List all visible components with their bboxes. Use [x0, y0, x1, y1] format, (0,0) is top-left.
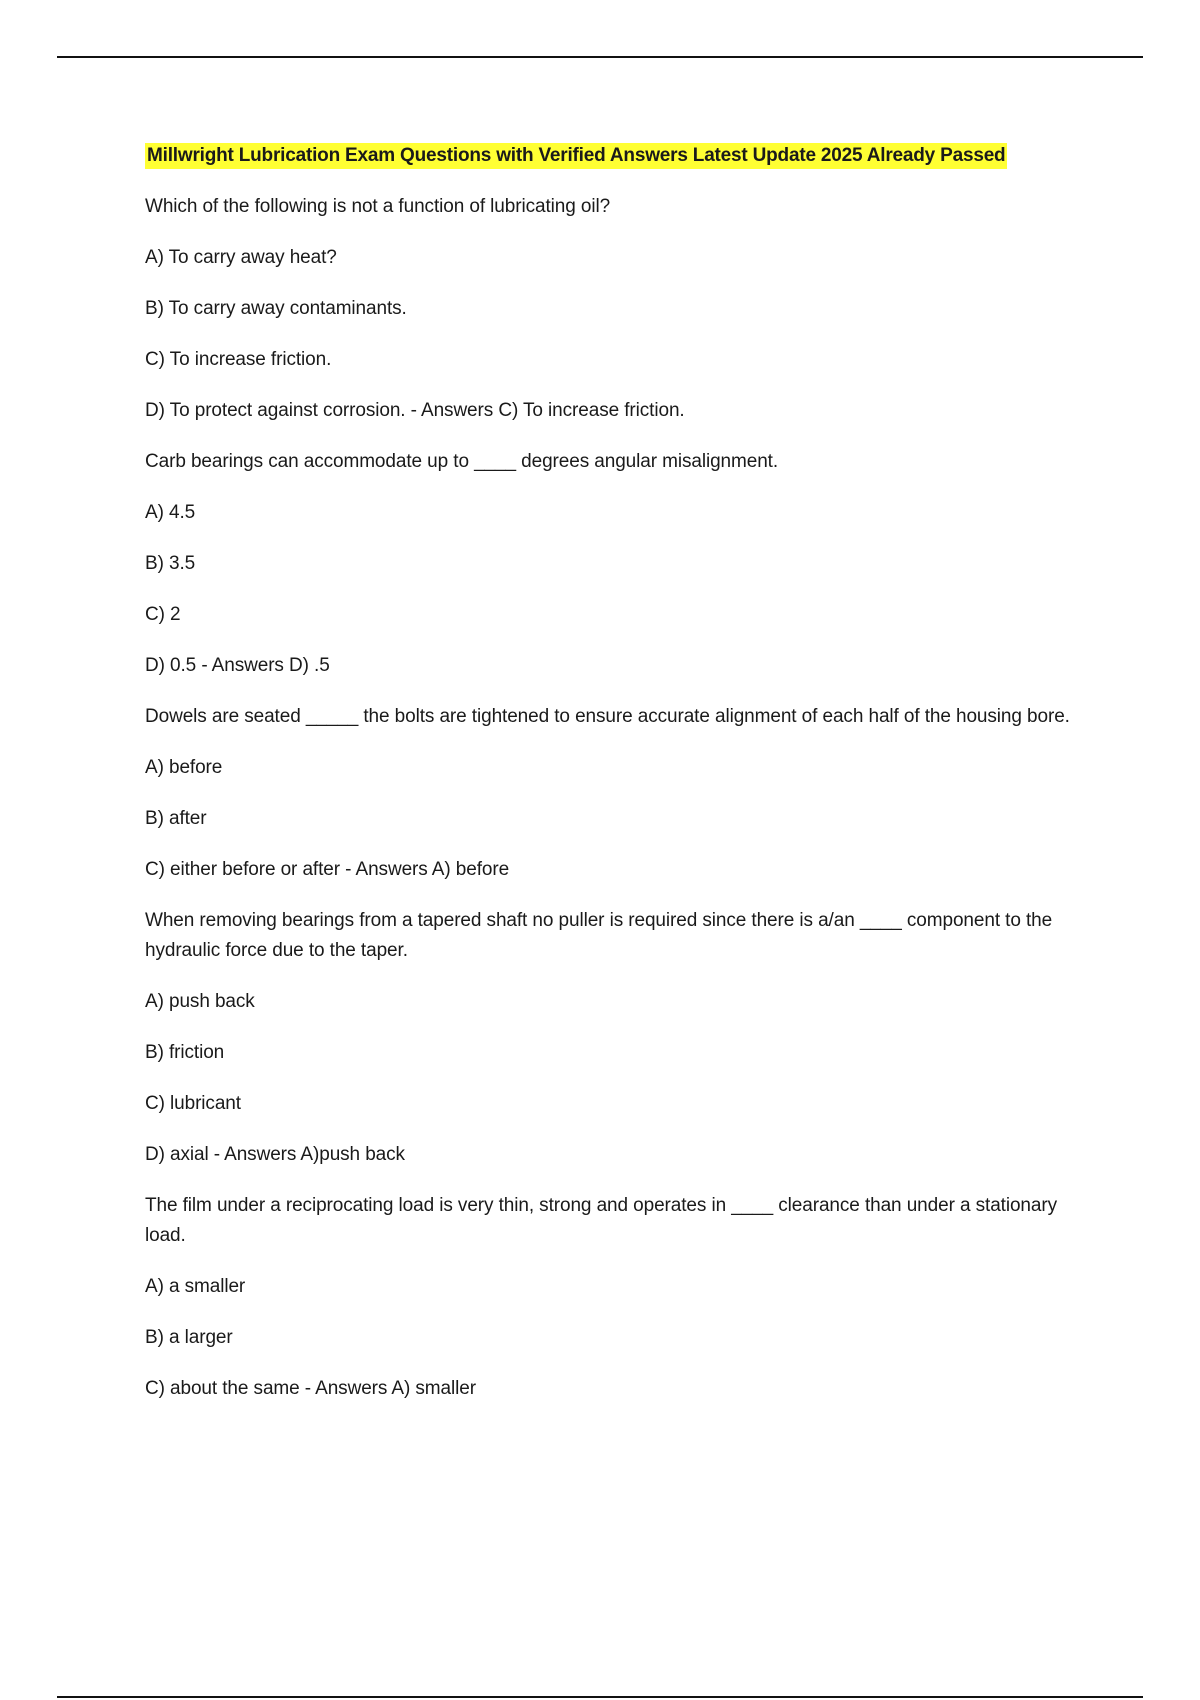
question-2-option-d-answer: D) 0.5 - Answers D) .5: [145, 655, 330, 676]
question-5-option-a: A) a smaller: [145, 1276, 246, 1297]
bottom-divider: [57, 1696, 1143, 1698]
document-title: Millwright Lubrication Exam Questions with Verified Answers Latest Update 2025 Already Passed: [145, 143, 1007, 169]
question-2-option-b: B) 3.5: [145, 553, 196, 574]
question-1-option-a: A) To carry away heat?: [145, 247, 337, 268]
question-2-stem: Carb bearings can accommodate up to ____ degrees angular misalignment.: [145, 451, 779, 472]
question-5-stem: The film under a reciprocating load is very thin, strong and operates in ____ clearance than under a stationary load.: [145, 1195, 1057, 1246]
question-4-stem: When removing bearings from a tapered shaft no puller is required since there is a/an ____ component to the hydraulic force due to the taper.: [145, 910, 1053, 961]
question-5-option-c-answer: C) about the same - Answers A) smaller: [145, 1378, 476, 1399]
question-3-option-b: B) after: [145, 808, 207, 829]
question-1-option-b: B) To carry away contaminants.: [145, 298, 407, 319]
question-4-option-d-answer: D) axial - Answers A)push back: [145, 1144, 405, 1165]
top-divider: [57, 56, 1143, 58]
question-4-option-b: B) friction: [145, 1042, 225, 1063]
question-3-stem: Dowels are seated _____ the bolts are tightened to ensure accurate alignment of each half of the housing bore.: [145, 706, 1070, 727]
question-4-option-a: A) push back: [145, 991, 255, 1012]
question-1-option-d-answer: D) To protect against corrosion. - Answers C) To increase friction.: [145, 400, 685, 421]
question-1-option-c: C) To increase friction.: [145, 349, 332, 370]
question-1-stem: Which of the following is not a function of lubricating oil?: [145, 196, 611, 217]
document-page: [145, 143, 1085, 1425]
question-3-option-c-answer: C) either before or after - Answers A) before: [145, 859, 510, 880]
question-2-option-a: A) 4.5: [145, 502, 196, 523]
question-5-option-b: B) a larger: [145, 1327, 233, 1348]
question-3-option-a: A) before: [145, 757, 223, 778]
question-4-option-c: C) lubricant: [145, 1093, 241, 1114]
question-2-option-c: C) 2: [145, 604, 181, 625]
